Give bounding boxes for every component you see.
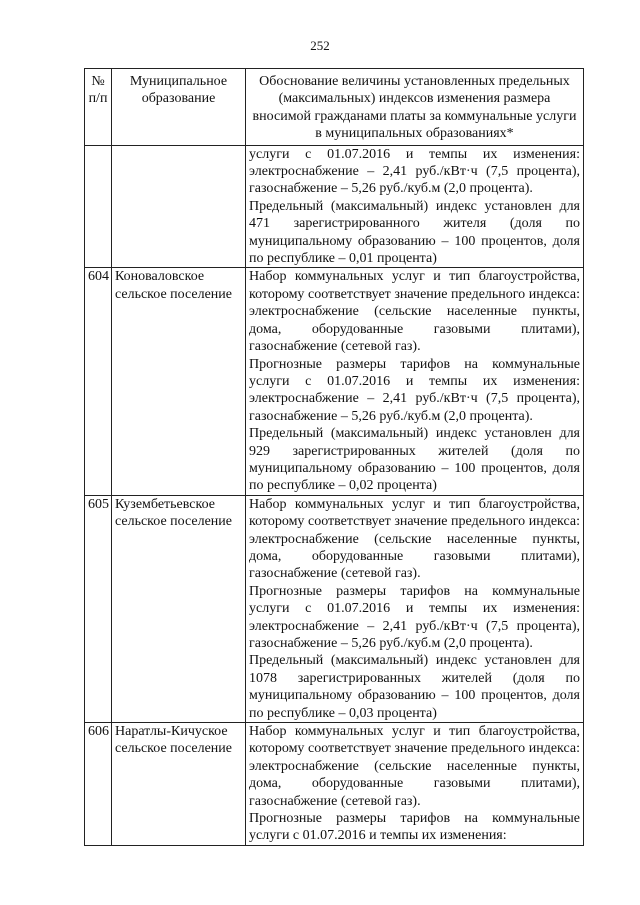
justification-cell	[246, 145, 584, 268]
municipality-name: Кузембетьевское сельское поселение	[112, 495, 246, 722]
justification-paragraph: Набор коммунальных услуг и тип благоустройства, которому соответствует значение предельного индекса: электроснабжение (сельские населенные пункты, дома, оборудованные газовыми плитами), газоснабжение (сетевой газ).	[249, 496, 580, 582]
table-row	[85, 145, 584, 268]
justification-paragraph: услуги с 01.07.2016 и темпы их изменения: электроснабжение – 2,41 руб./кВт·ч (7,5 процента), газоснабжение – 5,26 руб./куб.м (2,0 процента).	[249, 146, 580, 197]
municipality-name: Коноваловское сельское поселение	[112, 268, 246, 495]
justification-paragraph: Предельный (максимальный) индекс установлен для 1078 зарегистрированных жителей (доля по муниципальному образованию – 100 процентов, доля по республике – 0,03 процента)	[249, 653, 580, 721]
justification-paragraph: Предельный (максимальный) индекс установлен для 929 зарегистрированных жителей (доля по муниципальному образованию – 100 процентов, доля по республике – 0,02 процента)	[249, 426, 580, 494]
header-num: № п/п	[85, 69, 112, 146]
justification-paragraph: Набор коммунальных услуг и тип благоустройства, которому соответствует значение предельного индекса: электроснабжение (сельские населенные пункты, дома, оборудованные газовыми плитами), газоснабжение (сетевой газ).	[249, 269, 580, 355]
justification-cell	[246, 495, 584, 722]
page-number: 252	[310, 38, 330, 53]
table-row	[85, 723, 584, 846]
justification-cell	[246, 723, 584, 846]
table-header-row	[85, 69, 584, 146]
table-body	[85, 145, 584, 845]
justification-paragraph: Предельный (максимальный) индекс установлен для 471 зарегистрированного жителя (доля по муниципальному образованию – 100 процентов, доля по республике – 0,01 процента)	[249, 198, 580, 267]
row-number: 605	[85, 495, 112, 722]
header-municipality: Муниципальное образование	[112, 69, 246, 146]
justification-paragraph: Набор коммунальных услуг и тип благоустройства, которому соответствует значение предельного индекса: электроснабжение (сельские населенные пункты, дома, оборудованные газовыми плитами), газоснабжение (сетевой газ).	[249, 724, 580, 809]
row-number: 604	[85, 268, 112, 495]
row-number: 606	[85, 723, 112, 846]
justification-cell	[246, 268, 584, 495]
table-row	[85, 268, 584, 495]
municipality-name: Наратлы-Кичуское сельское поселение	[112, 723, 246, 846]
justification-paragraph: Прогнозные размеры тарифов на коммунальные услуги с 01.07.2016 и темпы их изменения:	[249, 811, 580, 844]
tariff-table	[84, 68, 584, 846]
municipality-name	[112, 145, 246, 268]
justification-paragraph: Прогнозные размеры тарифов на коммунальные услуги с 01.07.2016 и темпы их изменения: электроснабжение – 2,41 руб./кВт·ч (7,5 процента), газоснабжение – 5,26 руб./куб.м (2,0 процента).	[249, 583, 580, 651]
header-justification: Обоснование величины установленных предельных (максимальных) индексов изменения размера вносимой гражданами платы за коммунальные услуги в муниципальных образованиях*	[246, 69, 584, 146]
justification-paragraph: Прогнозные размеры тарифов на коммунальные услуги с 01.07.2016 и темпы их изменения: электроснабжение – 2,41 руб./кВт·ч (7,5 процента), газоснабжение – 5,26 руб./куб.м (2,0 процента).	[249, 356, 580, 424]
table-row	[85, 495, 584, 722]
row-number	[85, 145, 112, 268]
